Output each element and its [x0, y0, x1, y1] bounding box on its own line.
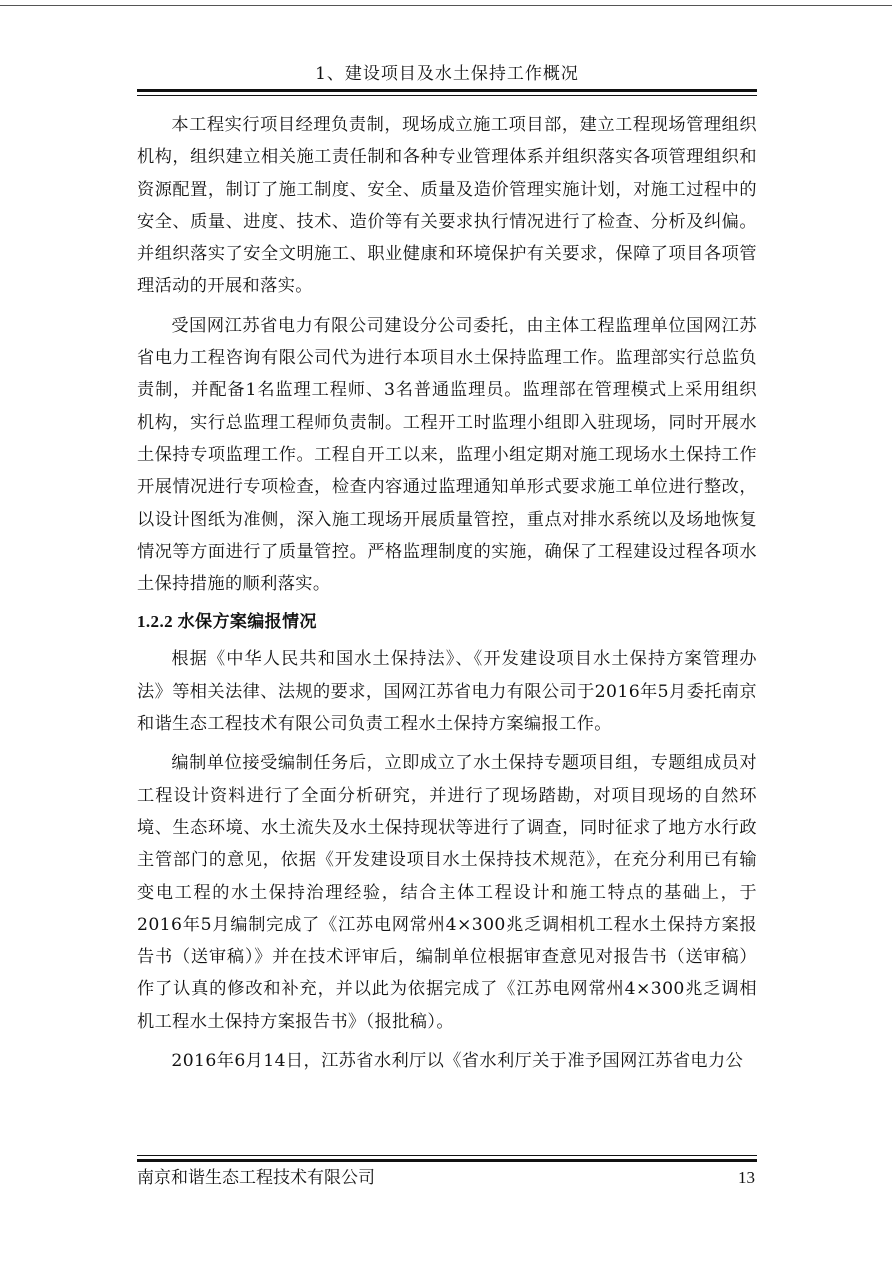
document-body	[137, 109, 757, 1084]
header-rule-thick	[137, 89, 757, 92]
paragraph: 2016年6月14日，江苏省水利厅以《省水利厅关于准予国网江苏省电力公	[171, 1051, 744, 1072]
paragraph: 根据《中华人民共和国水土保持法》、《开发建设项目水土保持方案管理办法》等相关法律、法规的要求，国网江苏省电力有限公司于2016年5月委托南京和谐生态工程技术有限公司负责工程水土保持方案编报工作。	[137, 649, 757, 735]
paragraph: 编制单位接受编制任务后，立即成立了水土保持专题项目组，专题组成员对工程设计资料进行了全面分析研究，并进行了现场踏勘，对项目现场的自然环境、生态环境、水土流失及水土保持现状等进行了调查，同时征求了地方水行政主管部门的意见，依据《开发建设项目水土保持技术规范》，在充分利用已有输变电工程的水土保持治理经验，结合主体工程设计和施工特点的基础上，于2016年5月编制完成了《江苏电网常州4×300兆乏调相机工程水土保持方案报告书（送审稿）》并在技术评审后，编制单位根据审查意见对报告书（送审稿）作了认真的修改和补充，并以此为依据完成了《江苏电网常州4×300兆乏调相机工程水土保持方案报告书》（报批稿）。	[137, 753, 757, 1032]
page-number: 13	[738, 1168, 755, 1187]
page-footer	[137, 1166, 757, 1190]
section-heading: 1.2.2 水保方案编报情况	[137, 612, 317, 632]
scan-top-edge-line	[0, 5, 892, 6]
page-header-title: 1、建设项目及水土保持工作概况	[315, 64, 579, 84]
paragraph: 本工程实行项目经理负责制，现场成立施工项目部，建立工程现场管理组织机构，组织建立相关施工责任制和各种专业管理体系并组织落实各项管理组织和资源配置，制订了施工制度、安全、质量及造价管理实施计划，对施工过程中的安全、质量、进度、技术、造价等有关要求执行情况进行了检查、分析及纠偏。并组织落实了安全文明施工、职业健康和环境保护有关要求，保障了项目各项管理活动的开展和落实。	[137, 115, 757, 297]
footer-rule-thin	[137, 1155, 757, 1156]
footer-company-name: 南京和谐生态工程技术有限公司	[137, 1168, 375, 1188]
footer-rule-thick	[137, 1159, 757, 1162]
paragraph: 受国网江苏省电力有限公司建设分公司委托，由主体工程监理单位国网江苏省电力工程咨询有限公司代为进行本项目水土保持监理工作。监理部实行总监负责制，并配备1名监理工程师、3名普通监理员。监理部在管理模式上采用组织机构，实行总监理工程师负责制。工程开工时监理小组即入驻现场，同时开展水土保持专项监理工作。工程自开工以来，监理小组定期对施工现场水土保持工作开展情况进行专项检查，检查内容通过监理通知单形式要求施工单位进行整改，以设计图纸为准侧，深入施工现场开展质量管控，重点对排水系统以及场地恢复情况等方面进行了质量管控。严格监理制度的实施，确保了工程建设过程各项水土保持措施的顺利落实。	[137, 315, 757, 595]
header-rule-thin	[137, 95, 757, 96]
